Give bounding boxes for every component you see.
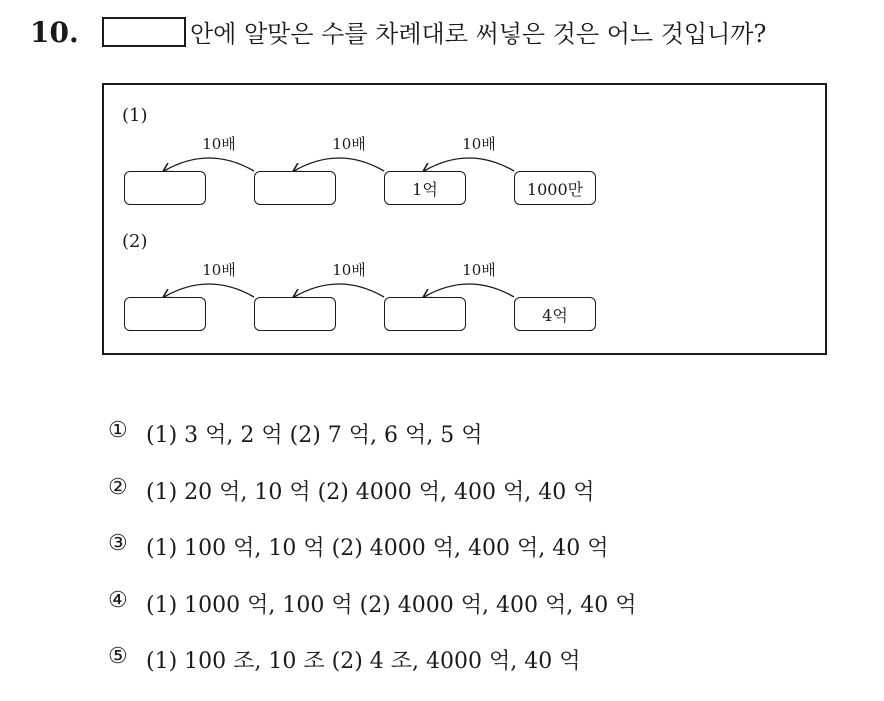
- choice-5[interactable]: [108, 644, 636, 701]
- multiplier-label: 10배: [462, 261, 496, 279]
- choice-mark: ②: [108, 474, 128, 500]
- choice-mark: ③: [108, 531, 128, 556]
- multiplier-label: 10배: [332, 135, 366, 153]
- choice-text: (1) 1000 억, 100 억 (2) 4000 억, 400 억, 40 억: [146, 592, 637, 618]
- choice-1[interactable]: [108, 418, 636, 475]
- multiplier-label: 10배: [202, 135, 236, 153]
- choice-text: (1) 20 억, 10 억 (2) 4000 억, 400 억, 40 억: [146, 479, 595, 505]
- answer-cell: [124, 171, 206, 205]
- multiplier-label: 10배: [332, 261, 366, 279]
- answer-cell: [254, 297, 336, 331]
- answer-cell: [384, 297, 466, 331]
- value-cell: 4억: [514, 297, 596, 331]
- arrow-1-2: [294, 158, 384, 171]
- multiplier-label: 10배: [202, 261, 236, 279]
- arrows-svg: [104, 85, 829, 357]
- blank-box: [102, 17, 186, 47]
- arrow-2-1: [164, 284, 254, 297]
- choice-3[interactable]: [108, 531, 636, 588]
- arrow-2-3: [424, 284, 514, 297]
- choice-mark: ⑤: [108, 644, 128, 669]
- multiplier-label: 10배: [462, 135, 496, 153]
- choices-list: [108, 418, 636, 701]
- answer-cell: [254, 171, 336, 205]
- figure-box: [102, 83, 827, 355]
- arrow-1-1: [164, 158, 254, 171]
- choice-text: (1) 100 억, 10 억 (2) 4000 억, 400 억, 40 억: [146, 536, 609, 561]
- part-1-label: (1): [122, 105, 148, 126]
- question-number: 10.: [30, 16, 79, 49]
- answer-cell: [124, 297, 206, 331]
- value-cell: 1000만: [514, 171, 596, 205]
- choice-4[interactable]: [108, 588, 636, 645]
- question-prompt: [102, 14, 766, 49]
- choice-mark: ①: [108, 418, 128, 443]
- arrow-1-3: [424, 158, 514, 171]
- choice-text: (1) 3 억, 2 억 (2) 7 억, 6 억, 5 억: [146, 423, 483, 448]
- choice-mark: ④: [108, 587, 128, 613]
- choice-text: (1) 100 조, 10 조 (2) 4 조, 4000 억, 40 억: [146, 649, 581, 674]
- value-cell: 1억: [384, 171, 466, 205]
- arrow-2-2: [294, 284, 384, 297]
- choice-2[interactable]: [108, 475, 636, 532]
- question-text: 안에 알맞은 수를 차례대로 써넣은 것은 어느 것입니까?: [190, 20, 767, 48]
- part-2-label: (2): [122, 231, 148, 252]
